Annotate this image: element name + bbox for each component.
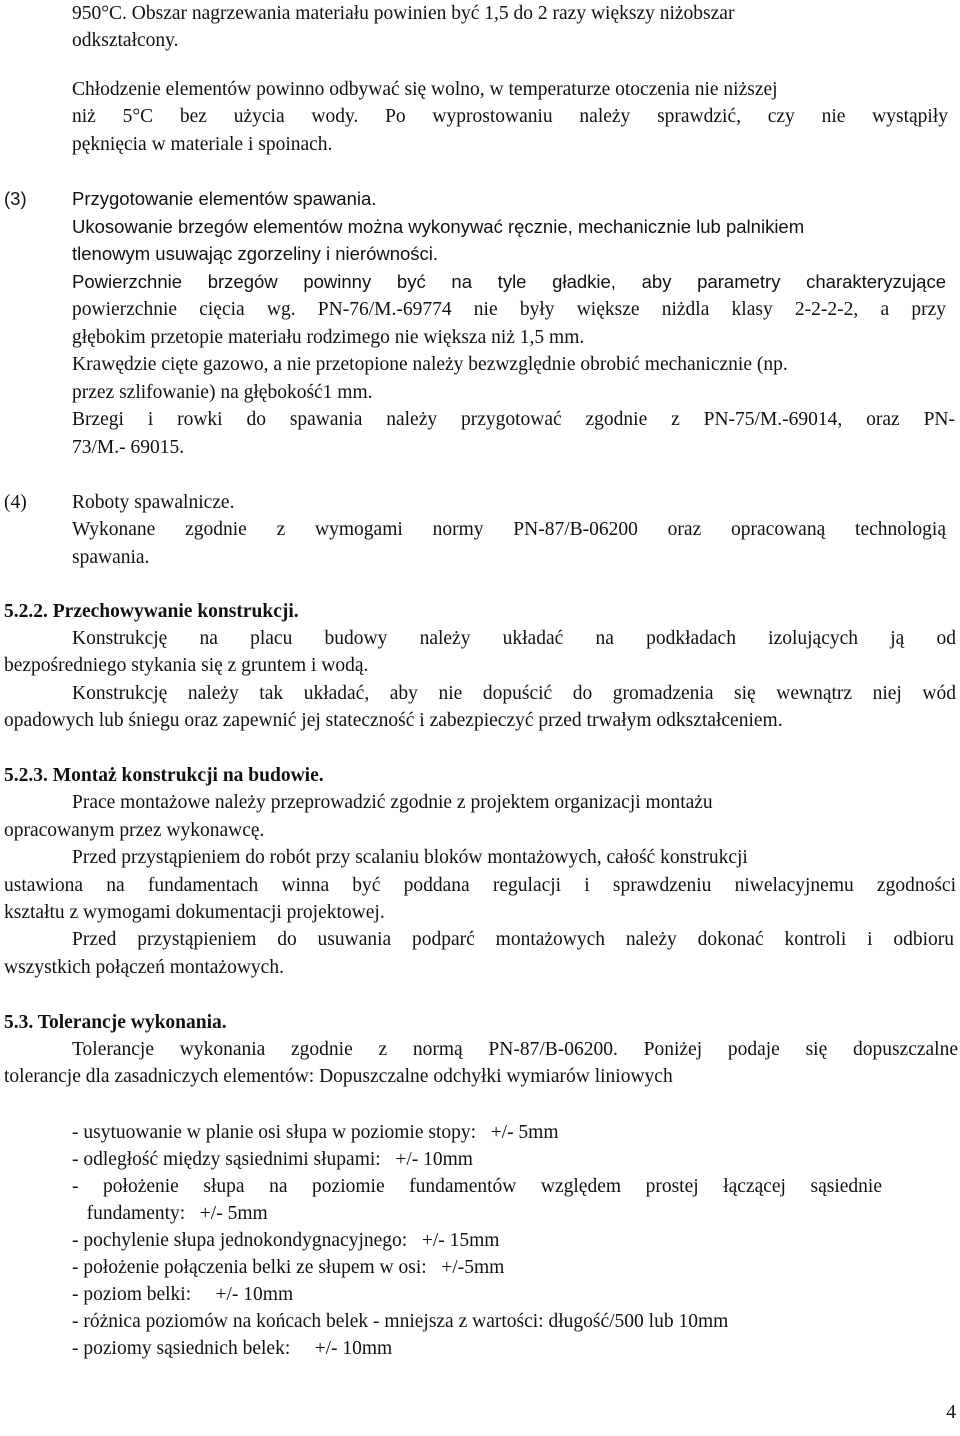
text-line: ustawiona na fundamentach winna być poddana regulacji i sprawdzeniu niwelacyjnemu zgodności xyxy=(4,875,956,896)
section-heading: 5.2.2. Przechowywanie konstrukcji. xyxy=(4,601,299,622)
text-line: Tolerancje wykonania zgodnie z normą PN-87/B-06200. Poniżej podaje się dopuszczalne xyxy=(72,1039,958,1060)
text-line: Krawędzie cięte gazowo, a nie przetopione należy bezwzględnie obrobić mechanicznie (np. xyxy=(72,354,788,375)
list-item: - położenie słupa na poziomie fundamentów względem prostej łączącej sąsiednie xyxy=(72,1176,882,1197)
list-number: (3) xyxy=(4,188,27,209)
section-heading: 5.2.3. Montaż konstrukcji na budowie. xyxy=(4,765,324,786)
list-item: - poziomy sąsiednich belek: +/- 10mm xyxy=(72,1338,393,1359)
text-line: kształtu z wymogami dokumentacji projektowej. xyxy=(4,902,385,923)
text-line: pęknięcia w materiale i spoinach. xyxy=(72,134,333,155)
page-number: 4 xyxy=(946,1402,956,1423)
text-line: tlenowym usuwając zgorzeliny i nierówności. xyxy=(72,243,439,264)
text-line: 73/M.- 69015. xyxy=(72,437,185,458)
text-line: 950°C. Obszar nagrzewania materiału powinien być 1,5 do 2 razy większy niżobszar xyxy=(72,3,735,24)
text-line: Wykonane zgodnie z wymogami normy PN-87/B-06200 oraz opracowaną technologią xyxy=(72,519,946,540)
item-title: Roboty spawalnicze. xyxy=(72,492,235,513)
text-line: Prace montażowe należy przeprowadzić zgodnie z projektem organizacji montażu xyxy=(72,792,713,813)
text-line: spawania. xyxy=(72,547,150,568)
text-line: Ukosowanie brzegów elementów można wykonywać ręcznie, mechanicznie lub palnikiem xyxy=(72,216,805,237)
list-item: - położenie połączenia belki ze słupem w osi: +/-5mm xyxy=(72,1257,505,1278)
text-line: Konstrukcję należy tak układać, aby nie dopuścić do gromadzenia się wewnątrz niej wód xyxy=(72,683,956,704)
text-line: odkształcony. xyxy=(72,30,179,51)
text-line: wszystkich połączeń montażowych. xyxy=(4,957,284,978)
text-line: powierzchnie cięcia wg. PN-76/M.-69774 nie były większe niżdla klasy 2-2-2-2, a przy xyxy=(72,299,946,320)
list-item: - odległość między sąsiednimi słupami: +/- 10mm xyxy=(72,1149,473,1170)
list-item: fundamenty: +/- 5mm xyxy=(72,1203,268,1224)
text-line: Konstrukcję na placu budowy należy układać na podkładach izolujących ją od xyxy=(72,628,956,649)
text-line: bezpośredniego stykania się z gruntem i wodą. xyxy=(4,655,369,676)
text-line: Przed przystąpieniem do robót przy scalaniu bloków montażowych, całość konstrukcji xyxy=(72,847,748,868)
list-item: - poziom belki: +/- 10mm xyxy=(72,1284,294,1305)
text-line: Przed przystąpieniem do usuwania podparć montażowych należy dokonać kontroli i odbioru xyxy=(72,929,954,950)
text-line: opracowanym przez wykonawcę. xyxy=(4,820,265,841)
text-line: niż 5°C bez użycia wody. Po wyprostowaniu należy sprawdzić, czy nie wystąpiły xyxy=(72,106,948,127)
text-line: głębokim przetopie materiału rodzimego nie większa niż 1,5 mm. xyxy=(72,327,585,348)
text-line: Brzegi i rowki do spawania należy przygotować zgodnie z PN-75/M.-69014, oraz PN- xyxy=(72,409,955,430)
section-heading: 5.3. Tolerancje wykonania. xyxy=(4,1012,227,1033)
text-line: opadowych lub śniegu oraz zapewnić jej stateczność i zabezpieczyć przed trwałym odkształceniem. xyxy=(4,710,783,731)
list-item: - usytuowanie w planie osi słupa w poziomie stopy: +/- 5mm xyxy=(72,1122,559,1143)
item-title: Przygotowanie elementów spawania. xyxy=(72,188,377,209)
text-line: Chłodzenie elementów powinno odbywać się wolno, w temperaturze otoczenia nie niższej xyxy=(72,79,778,100)
list-item: - pochylenie słupa jednokondygnacyjnego: +/- 15mm xyxy=(72,1230,500,1251)
text-line: przez szlifowanie) na głębokość1 mm. xyxy=(72,382,373,403)
text-line: tolerancje dla zasadniczych elementów: Dopuszczalne odchyłki wymiarów liniowych xyxy=(4,1066,673,1087)
text-line: Powierzchnie brzegów powinny być na tyle gładkie, aby parametry charakteryzujące xyxy=(72,271,946,292)
list-number: (4) xyxy=(4,492,27,513)
list-item: - różnica poziomów na końcach belek - mniejsza z wartości: długość/500 lub 10mm xyxy=(72,1311,729,1332)
